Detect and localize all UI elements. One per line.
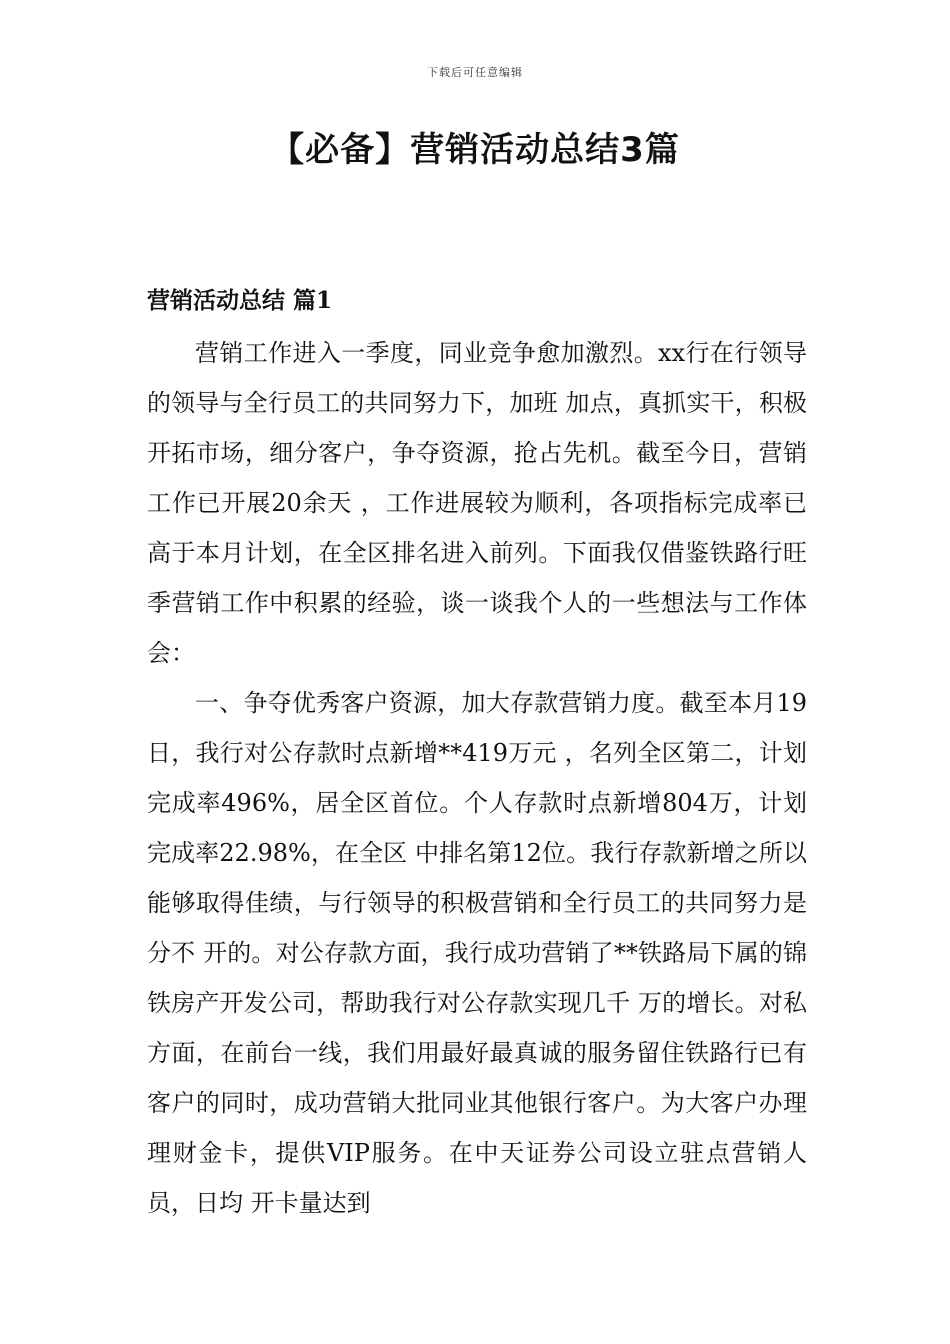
document-title: 【必备】营销活动总结3篇 bbox=[270, 130, 680, 170]
paragraph-intro: 营销工作进入一季度，同业竞争愈加激烈。xx行在行领导的领导与全行员工的共同努力下，加班 加点，真抓实干，积极开拓市场，细分客户，争夺资源，抢占先机。截至今日，营销工作已开展20余天 ，工作进展较为顺利，各项指标完成率已高于本月计划，在全区排名进入前列。下面我仅借鉴铁路行旺 季营销工作中积累的经验，谈一谈我个人的一些想法与工作体会： bbox=[147, 339, 807, 667]
paragraph-deposit-marketing: 一、争夺优秀客户资源，加大存款营销力度。截至本月19日，我行对公存款时点新增**419万元 ，名列全区第二，计划完成率496%，居全区首位。个人存款时点新增804万，计划完成率22.98%，在全区 中排名第12位。我行存款新增之所以能够取得佳绩，与行领导的积极营销和全行员工的共同努力是分不 开的。对公存款方面，我行成功营销了**铁路局下属的锦铁房产开发公司，帮助我行对公存款实现几千 万的增长。对私方面，在前台一线，我们用最好最真诚的服务留住铁路行已有客户的同时，成功营销大批同业其他银行客户。为大客户办理理财金卡，提供VIP服务。在中天证券公司设立驻点营销人员，日均 开卡量达到 bbox=[147, 689, 807, 1217]
document-body bbox=[147, 328, 807, 1228]
section-heading: 营销活动总结 篇1 bbox=[147, 287, 333, 314]
header-note: 下载后可任意编辑 bbox=[427, 66, 523, 79]
